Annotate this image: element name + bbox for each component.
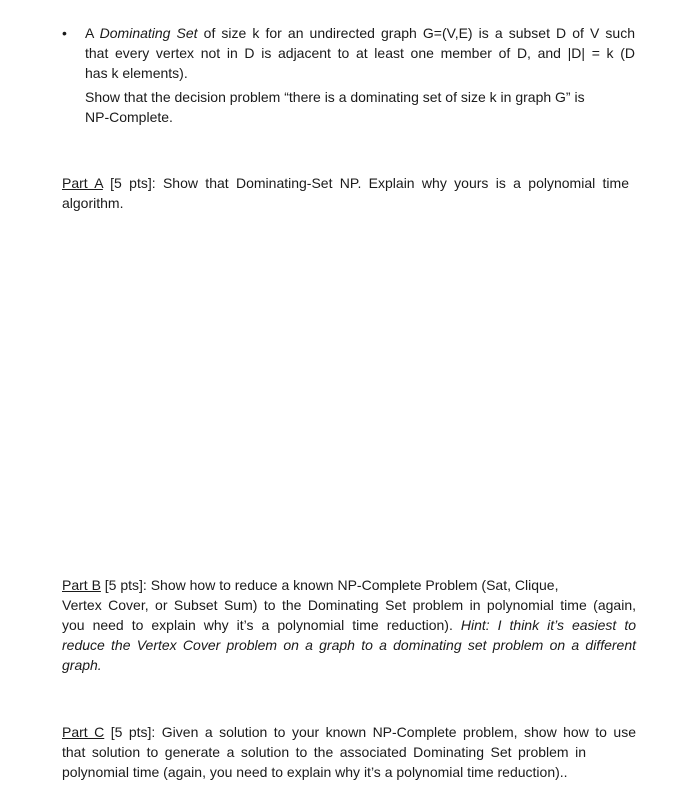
part-b-line-3-normal: you need to explain why it’s a polynomial time reduction). [62, 617, 461, 633]
part-b-line-1 [62, 575, 558, 595]
part-b-line-5: graph. [62, 657, 102, 673]
bullet-marker: • [62, 25, 67, 41]
part-b-line-3 [62, 615, 636, 635]
part-a-line-2: algorithm. [62, 195, 124, 211]
part-c-line-1 [62, 722, 636, 742]
part-c-label: Part C [62, 724, 105, 740]
part-a-line-1-rest: [5 pts]: Show that Dominating-Set NP. Explain why yours is a polynomial time [102, 175, 629, 191]
intro-line-3: has k elements). [85, 65, 188, 81]
part-a-label: Part A [62, 175, 103, 191]
part-c-line-3: polynomial time (again, you need to explain why it’s a polynomial time reduction).. [62, 764, 568, 780]
part-b-line-2: Vertex Cover, or Subset Sum) to the Dominating Set problem in polynomial time (again, [62, 597, 636, 613]
intro-line-5: NP-Complete. [85, 109, 173, 125]
part-b-hint: Hint: I think it’s easiest to [460, 617, 636, 633]
part-a-line-1 [62, 173, 629, 193]
intro-line-1 [85, 23, 635, 43]
intro-line-1-pre: A [85, 25, 100, 41]
intro-line-1-post: of size k for an undirected graph G=(V,E) is a subset D of V such [197, 25, 635, 41]
intro-line-4: Show that the decision problem “there is a dominating set of size k in graph G” is [85, 89, 585, 105]
part-c-line-2: that solution to generate a solution to the associated Dominating Set problem in [62, 744, 586, 760]
part-b-label: Part B [62, 577, 101, 593]
intro-line-2: that every vertex not in D is adjacent to at least one member of D, and |D| = k (D [85, 45, 635, 61]
dominating-set-term: Dominating Set [99, 25, 198, 41]
part-c-line-1-rest: [5 pts]: Given a solution to your known NP-Complete problem, show how to use [104, 724, 637, 740]
part-b-line-4: reduce the Vertex Cover problem on a graph to a dominating set problem on a different [62, 637, 636, 653]
part-b-line-1-rest: [5 pts]: Show how to reduce a known NP-Complete Problem (Sat, Clique, [100, 577, 559, 593]
